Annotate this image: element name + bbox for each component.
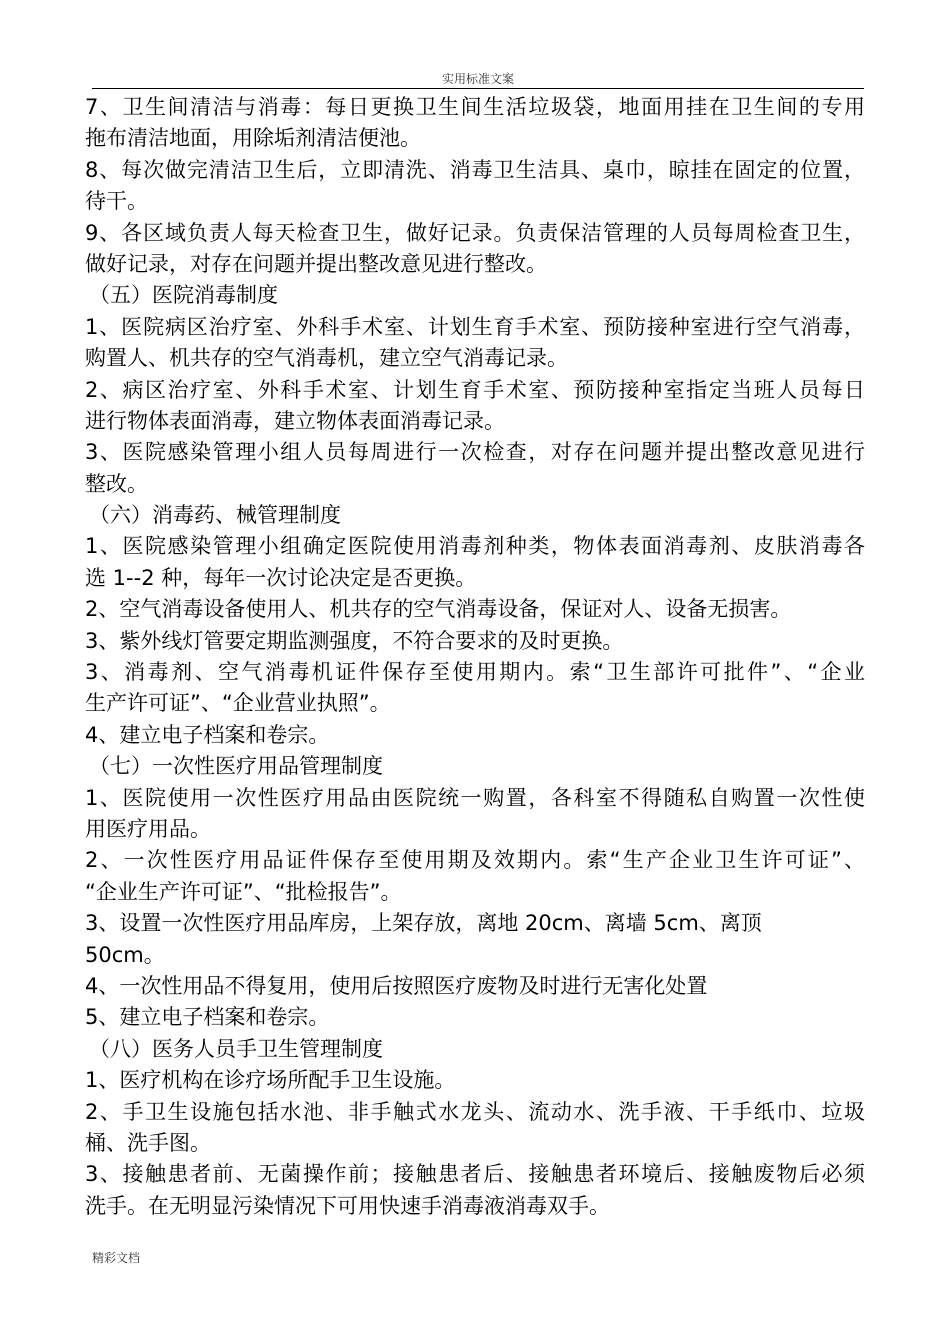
page-header (92, 70, 864, 89)
text-line: 1、医疗机构在诊疗场所配手卫生设施。 (85, 1068, 456, 1093)
text-line: 生产许可证”、“企业营业执照”。 (85, 691, 391, 716)
text-line: 3、紫外线灯管要定期监测强度，不符合要求的及时更换。 (85, 628, 624, 653)
text-line: 购置人、机共存的空气消毒机，建立空气消毒记录。 (85, 346, 568, 371)
text-line: 3、设置一次性医疗用品库房，上架存放，离地 20cm、离墙 5cm、离顶 (85, 911, 762, 936)
text-line: 待干。 (85, 189, 148, 214)
text-line: 用医疗用品。 (85, 816, 211, 841)
text-line: 进行物体表面消毒，建立物体表面消毒记录。 (85, 408, 505, 433)
text-line: 3、接触患者前、无菌操作前；接触患者后、接触患者环境后、接触废物后必须 (85, 1162, 865, 1187)
text-line: 4、一次性用品不得复用，使用后按照医疗废物及时进行无害化处置 (85, 973, 708, 998)
text-line: 50cm。 (85, 942, 165, 967)
text-line: “企业生产许可证”、“批检报告”。 (85, 879, 402, 904)
text-line: 1、医院病区治疗室、外科手术室、计划生育手术室、预防接种室进行空气消毒， (85, 314, 865, 339)
text-line: 5、建立电子档案和卷宗。 (85, 1005, 330, 1030)
text-line: 拖布清洁地面，用除垢剂清洁便池。 (85, 126, 421, 151)
section-heading: （八）医务人员手卫生管理制度 (89, 1036, 383, 1061)
footer-text: 精彩文档 (92, 1251, 141, 1265)
text-line: 2、空气消毒设备使用人、机共存的空气消毒设备，保证对人、设备无损害。 (85, 597, 792, 622)
text-line: 2、一次性医疗用品证件保存至使用期及效期内。索“生产企业卫生许可证”、 (85, 848, 865, 873)
text-line: 1、医院感染管理小组确定医院使用消毒剂种类，物体表面消毒剂、皮肤消毒各 (85, 534, 865, 559)
text-line: 1、医院使用一次性医疗用品由医院统一购置，各科室不得随私自购置一次性使 (85, 785, 865, 810)
text-line: 3、医院感染管理小组人员每周进行一次检查，对存在问题并提出整改意见进行 (85, 440, 865, 465)
text-line: 洗手。在无明显污染情况下可用快速手消毒液消毒双手。 (85, 1193, 610, 1218)
text-line: 2、病区治疗室、外科手术室、计划生育手术室、预防接种室指定当班人员每日 (85, 377, 865, 402)
text-line: 2、手卫生设施包括水池、非手触式水龙头、流动水、洗手液、干手纸巾、垃圾 (85, 1099, 865, 1124)
document-body (85, 92, 865, 1222)
text-line: 选 1--2 种，每年一次讨论决定是否更换。 (85, 565, 477, 590)
text-line: 9、各区域负责人每天检查卫生，做好记录。负责保洁管理的人员每周检查卫生， (85, 220, 865, 245)
text-line: 桶、洗手图。 (85, 1130, 211, 1155)
page-footer (92, 1250, 140, 1266)
header-text: 实用标准文案 (441, 72, 514, 86)
text-line: 做好记录，对存在问题并提出整改意见进行整改。 (85, 251, 547, 276)
section-heading: （七）一次性医疗用品管理制度 (89, 754, 383, 779)
text-line: 整改。 (85, 471, 148, 496)
text-line: 4、建立电子档案和卷宗。 (85, 722, 330, 747)
text-line: 3、消毒剂、空气消毒机证件保存至使用期内。索“卫生部许可批件”、“企业 (85, 660, 865, 685)
section-heading: （五）医院消毒制度 (89, 283, 278, 308)
section-heading: （六）消毒药、械管理制度 (89, 503, 341, 528)
text-line: 8、每次做完清洁卫生后，立即清洗、消毒卫生洁具、桌巾，晾挂在固定的位置， (85, 157, 865, 182)
text-line: 7、卫生间清洁与消毒：每日更换卫生间生活垃圾袋，地面用挂在卫生间的专用 (85, 95, 865, 119)
